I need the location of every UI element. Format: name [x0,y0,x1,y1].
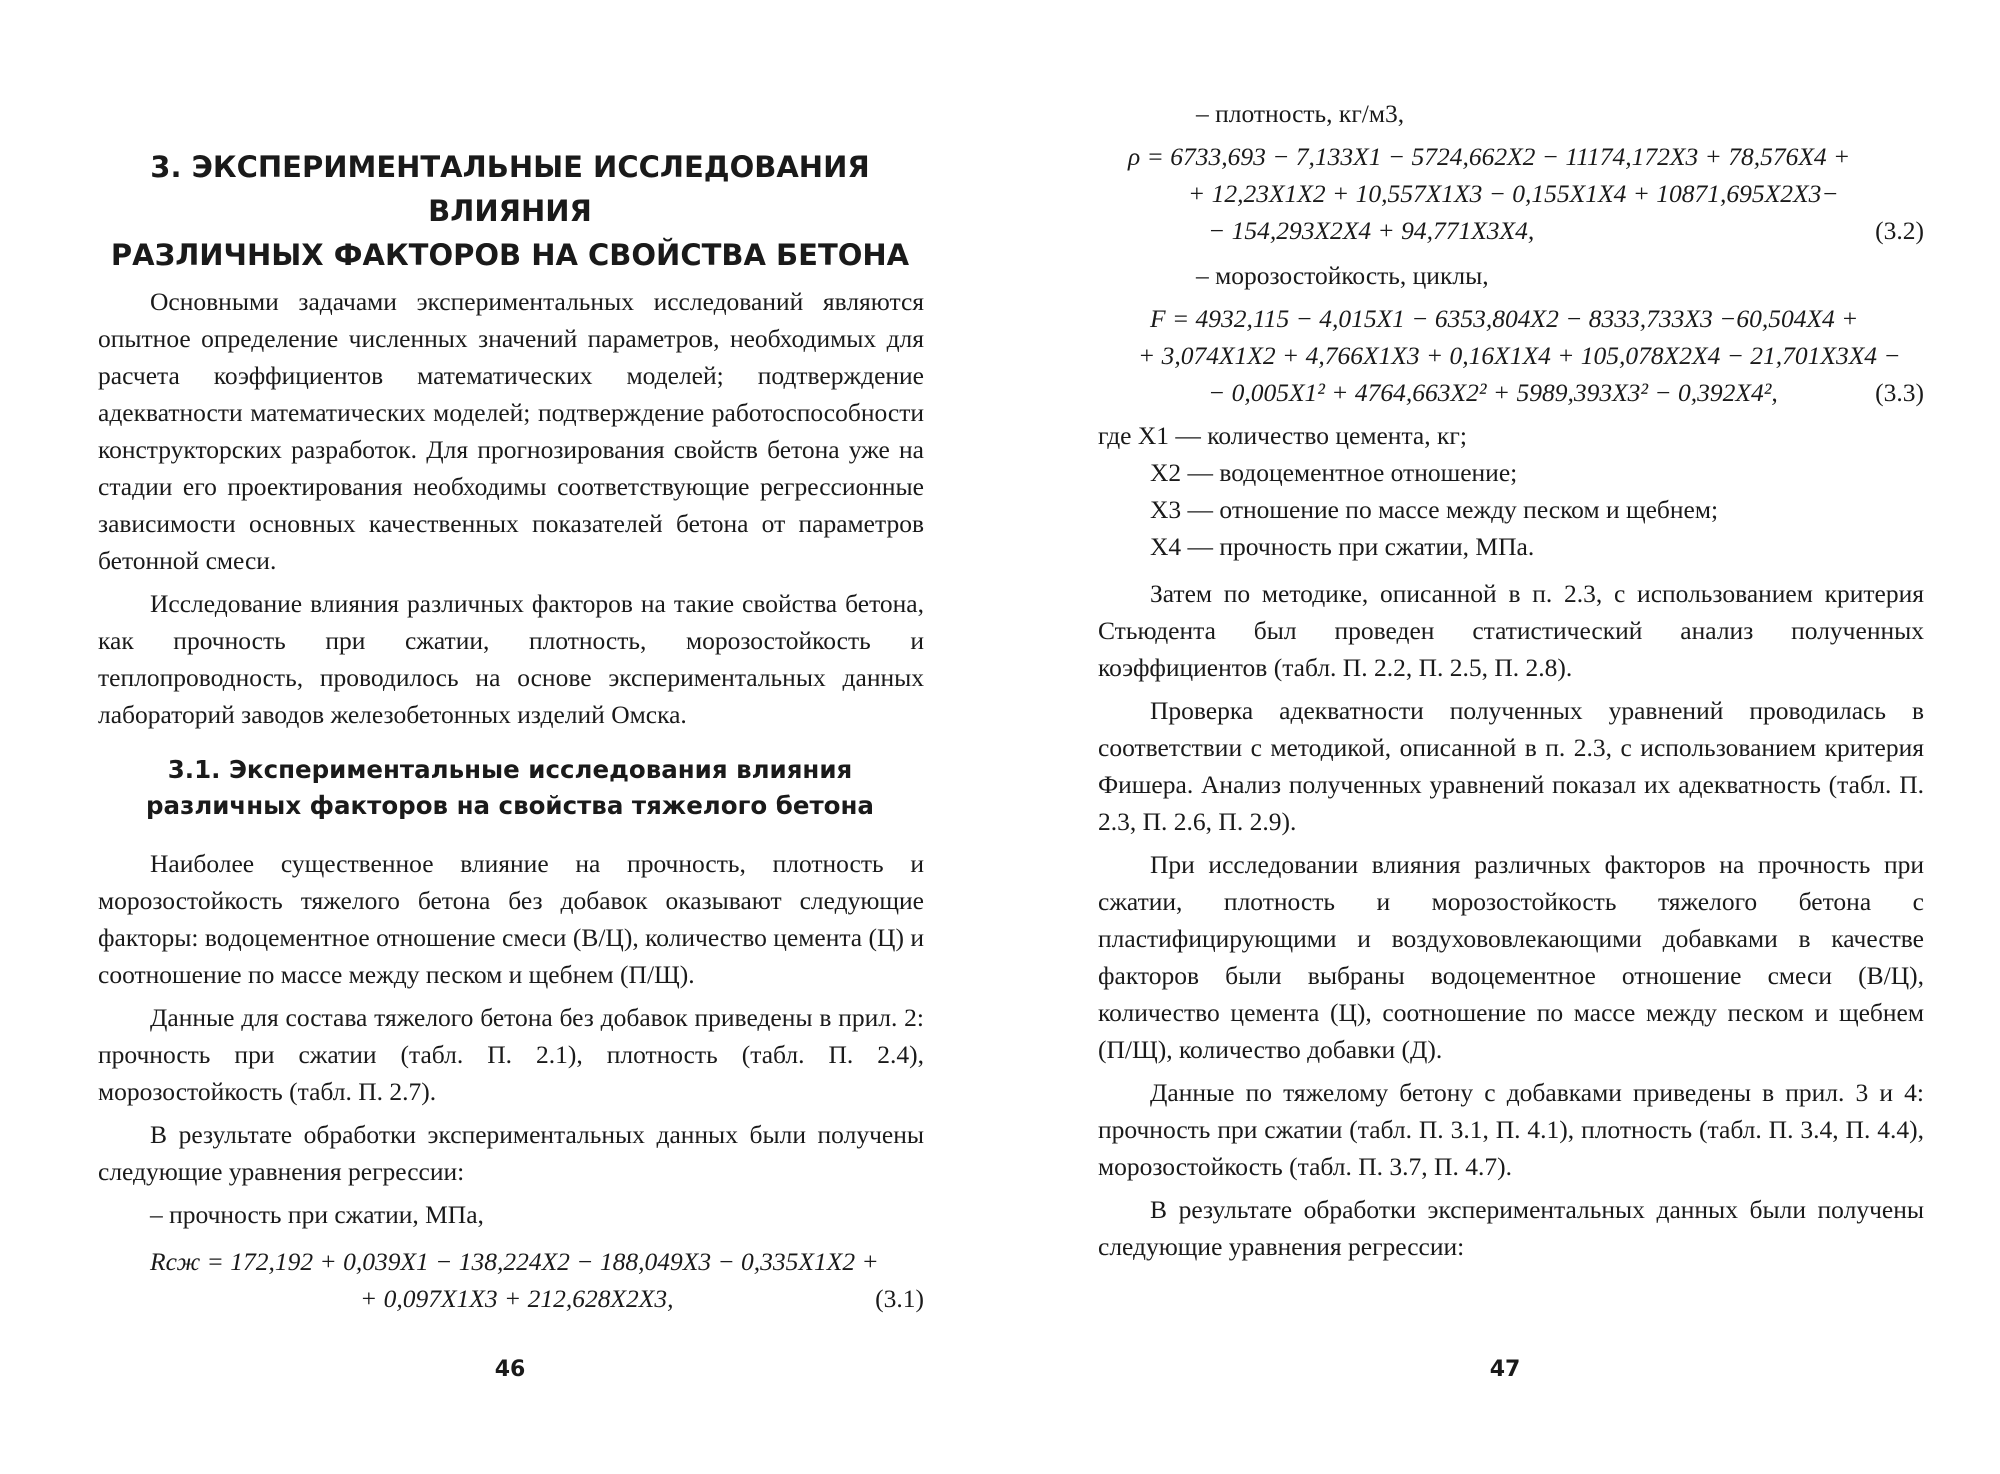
paragraph: Данные по тяжелому бетону с добавками приведены в прил. 3 и 4: прочность при сжатии (табл. П. 3.1, П. 4.1), плотность (табл. П. 3.4, П. 4.4), морозостойкость (табл. П. 3.7, П. 4.7). [1098,1078,1924,1181]
intro-block [98,283,924,733]
legend-x1: где X1 — количество цемента, кг; [1098,421,1467,450]
equation-line: − 0,005X1² + 4764,663X2² + 5989,393X3² − 0,392X4², [1208,378,1778,407]
right-body [1098,575,1924,1265]
paragraph: В результате обработки экспериментальных данных были получены следующие уравнения регрессии: [98,1120,924,1186]
equation-line: + 0,097X1X3 + 212,628X2X3, [360,1284,674,1313]
list-item-strength: – прочность при сжатии, МПа, [150,1200,484,1229]
section-title-line1: 3.1. Экспериментальные исследования влияния [167,755,853,784]
section-title [90,752,930,824]
list-item-density: – плотность, кг/м3, [1196,99,1405,128]
chapter-title-line1: 3. ЭКСПЕРИМЕНТАЛЬНЫЕ ИССЛЕДОВАНИЯ ВЛИЯНИЯ [150,150,870,228]
equation-line: ρ = 6733,693 − 7,133X1 − 5724,662X2 − 11174,172X3 + 78,576X4 + [1128,142,1851,171]
paragraph: Проверка адекватности полученных уравнений проводилась в соответствии с методикой, описанной в п. 2.3, с использованием критерия Фишера. Анализ полученных уравнений показал их адекватность (табл. П. 2.3, П. 2.6, П. 2.9). [1098,696,1924,836]
paragraph: Основными задачами экспериментальных исследований являются опытное определение численных значений параметров, необходимых для расчета коэффициентов математических моделей; подтверждение адекватности математических моделей; подтверждение работоспособности конструкторских разработок. Для прогнозирования свойств бетона уже на стадии его проектирования необходимы соответствующие регрессионные зависимости основных качественных показателей бетона от параметров бетонной смеси. [98,287,924,575]
equation-number: (3.2) [1875,216,1924,245]
equation-number: (3.3) [1875,378,1924,407]
legend-x4: X4 — прочность при сжатии, МПа. [1150,532,1535,561]
chapter-title-line2: РАЗЛИЧНЫХ ФАКТОРОВ НА СВОЙСТВА БЕТОНА [110,238,910,272]
equation-line: + 12,23X1X2 + 10,557X1X3 − 0,155X1X4 + 10871,695X2X3− [1188,179,1839,208]
list-item-frost: – морозостойкость, циклы, [1196,261,1489,290]
paragraph: Затем по методике, описанной в п. 2.3, с использованием критерия Стьюдента был проведен статистический анализ полученных коэффициентов (табл. П. 2.2, П. 2.5, П. 2.8). [1098,579,1924,682]
equation-3-2 [1098,138,1924,249]
legend-x3: X3 — отношение по массе между песком и щебнем; [1150,495,1719,524]
section-title-line2: различных факторов на свойства тяжелого бетона [146,791,874,820]
equation-number: (3.1) [875,1284,924,1313]
paragraph: В результате обработки экспериментальных данных были получены следующие уравнения регрессии: [1098,1195,1924,1261]
paragraph: Наиболее существенное влияние на прочность, плотность и морозостойкость тяжелого бетона без добавок оказывают следующие факторы: водоцементное отношение смеси (В/Ц), количество цемента (Ц) и соотношение по массе между песком и щебнем (П/Щ). [98,849,924,989]
equation-3-1 [98,1243,924,1317]
paragraph: При исследовании влияния различных факторов на прочность при сжатии, плотность и морозостойкость тяжелого бетона с пластифицирующими и воздухововлекающими добавками в качестве факторов были выбраны водоцементное отношение смеси (В/Ц), количество цемента (Ц), соотношение по массе между песком и щебнем (П/Щ), количество добавки (Д). [1098,850,1924,1064]
right-page [1000,0,2000,1474]
chapter-title [90,145,930,277]
equation-line: Rсж = 172,192 + 0,039X1 − 138,224X2 − 188,049X3 − 0,335X1X2 + [150,1247,879,1276]
equation-line: − 154,293X2X4 + 94,771X3X4, [1208,216,1535,245]
variable-legend [1098,417,1924,565]
equation-line: F = 4932,115 − 4,015X1 − 6353,804X2 − 8333,733X3 −60,504X4 + [1150,304,1859,333]
equations-block [1098,95,1924,1265]
section-body [98,845,924,1317]
page-number: 47 [1489,1357,1521,1382]
legend-x2: X2 — водоцементное отношение; [1150,458,1518,487]
paragraph: Данные для состава тяжелого бетона без добавок приведены в прил. 2: прочность при сжатии (табл. П. 2.1), плотность (табл. П. 2.4), морозостойкость (табл. П. 2.7). [98,1003,924,1106]
equation-3-3 [1098,300,1924,411]
equation-line: + 3,074X1X2 + 4,766X1X3 + 0,16X1X4 + 105,078X2X4 − 21,701X3X4 − [1138,341,1901,370]
paragraph: Исследование влияния различных факторов на такие свойства бетона, как прочность при сжатии, плотность, морозостойкость и теплопроводность, проводилось на основе экспериментальных данных лабораторий заводов железобетонных изделий Омска. [98,589,924,729]
page-number: 46 [494,1357,526,1382]
